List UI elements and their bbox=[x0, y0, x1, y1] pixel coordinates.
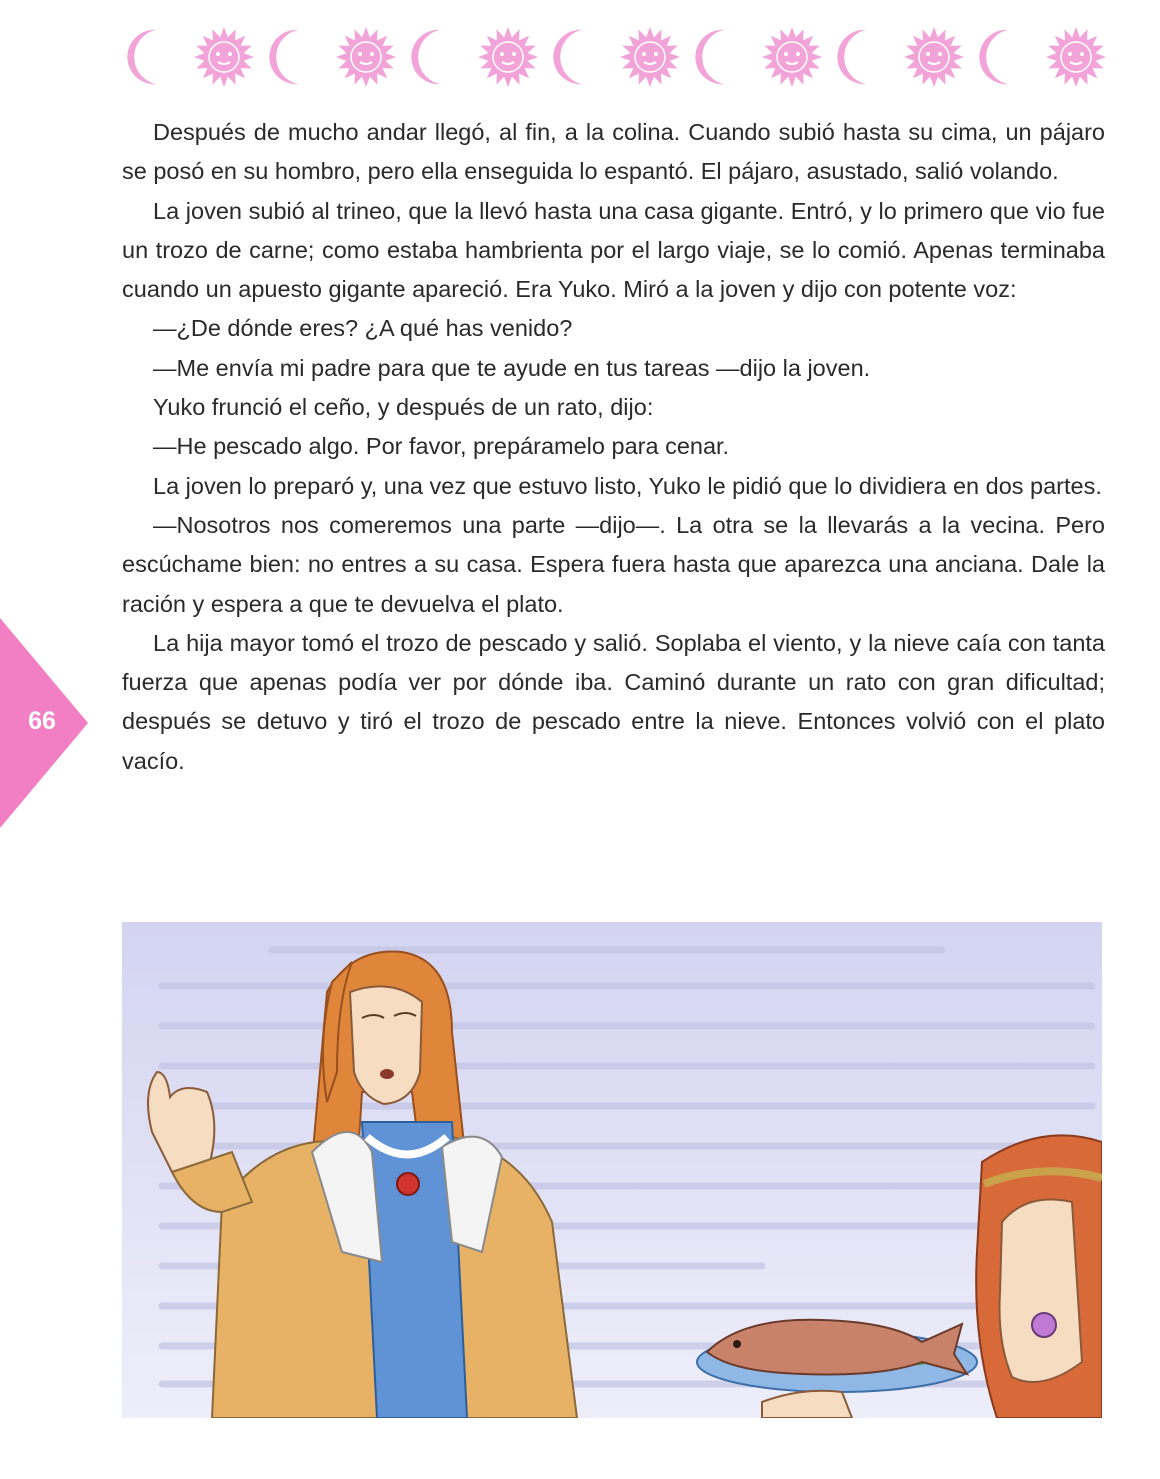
moon-icon bbox=[122, 26, 184, 88]
dialogue-line: —Nosotros nos comeremos una parte —dijo—. La otra se la llevarás a la vecina. Pero escúchame bien: no entres a su casa. Espera fuera hasta que aparezca una anciana. Dale la ración y espera a que te devuelva el plato. bbox=[122, 511, 1105, 617]
sun-icon bbox=[1045, 26, 1107, 88]
yuko-face bbox=[350, 986, 422, 1104]
sun-icon bbox=[761, 26, 823, 88]
page-number: 66 bbox=[28, 707, 56, 735]
dialogue-line: —He pescado algo. Por favor, prepáramelo para cenar. bbox=[153, 433, 730, 460]
moon-icon bbox=[548, 26, 610, 88]
paragraph: Yuko frunció el ceño, y después de un rato, dijo: bbox=[153, 394, 654, 421]
moon-icon bbox=[690, 26, 752, 88]
paragraph: Después de mucho andar llegó, al fin, a la colina. Cuando subió hasta su cima, un pájaro se posó en su hombro, pero ella enseguida lo espantó. El pájaro, asustado, salió volando. bbox=[122, 119, 1105, 185]
moon-icon bbox=[832, 26, 894, 88]
sun-icon bbox=[619, 26, 681, 88]
paragraph: La joven lo preparó y, una vez que estuvo listo, Yuko le pidió que lo dividiera en dos partes. bbox=[153, 472, 1102, 499]
moon-icon bbox=[264, 26, 326, 88]
paragraph: La joven subió al trineo, que la llevó hasta una casa gigante. Entró, y lo primero que vio fue un trozo de carne; como estaba hambrienta por el largo viaje, se lo comió. Apenas terminaba cuando un apuesto gigante apareció. Era Yuko. Miró a la joven y dijo con potente voz: bbox=[122, 197, 1105, 303]
decorative-border bbox=[122, 18, 1107, 96]
sun-icon bbox=[903, 26, 965, 88]
moon-icon bbox=[974, 26, 1036, 88]
dialogue-line: —Me envía mi padre para que te ayude en tus tareas —dijo la joven. bbox=[153, 354, 871, 381]
story-illustration bbox=[122, 922, 1102, 1418]
sun-icon bbox=[335, 26, 397, 88]
sun-icon bbox=[193, 26, 255, 88]
young-woman-face bbox=[1000, 1200, 1083, 1383]
paragraph: La hija mayor tomó el trozo de pescado y salió. Soplaba el viento, y la nieve caía con tanta fuerza que apenas podía ver por dónde iba. Caminó durante un rato con gran dificultad; después se detuvo y tiró el trozo de pescado entre la nieve. Entonces volvió con el plato vacío. bbox=[122, 629, 1105, 774]
dialogue-line: —¿De dónde eres? ¿A qué has venido? bbox=[153, 315, 573, 342]
sun-icon bbox=[477, 26, 539, 88]
moon-icon bbox=[406, 26, 468, 88]
story-text bbox=[122, 113, 1105, 781]
